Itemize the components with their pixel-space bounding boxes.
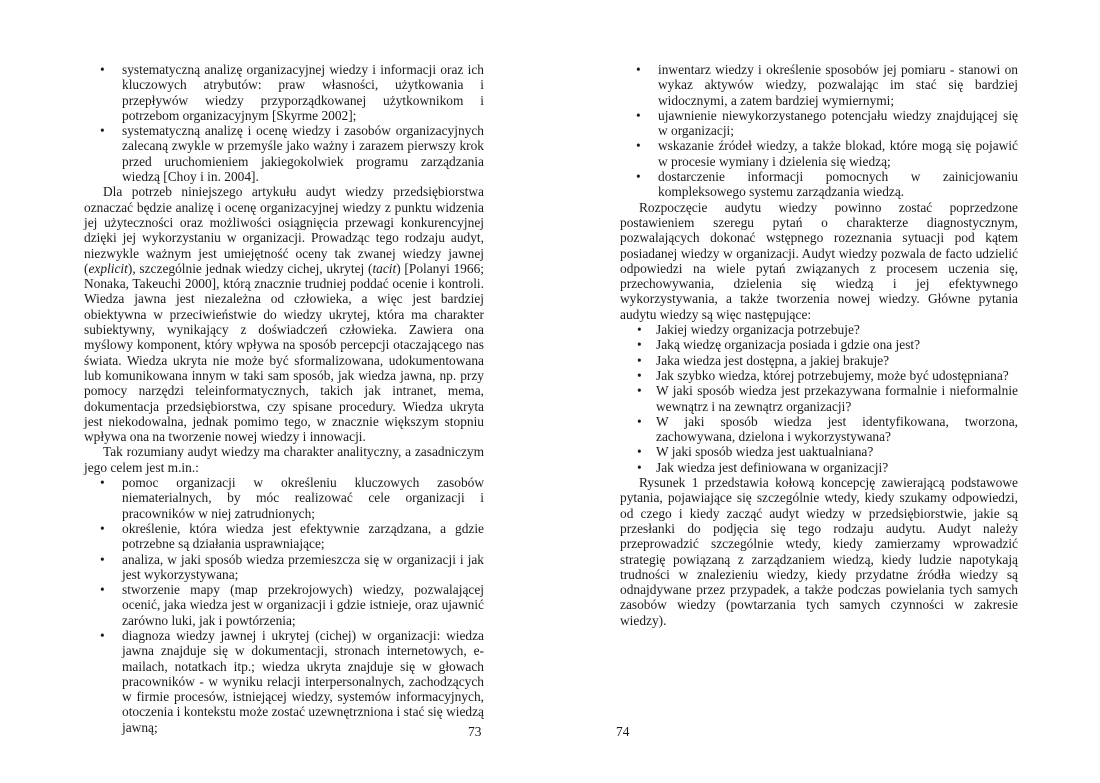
list-item: • dostarczenie informacji pomocnych w zainicjowaniu kompleksowego systemu zarządzania wiedzą.: [620, 169, 1018, 200]
list-item: • W jaki sposób wiedza jest przekazywana formalnie i nieformalnie wewnątrz i na zewnątrz organizacji?: [620, 383, 1018, 414]
list-item: • systematyczną analizę organizacyjnej wiedzy i informacji oraz ich kluczowych atrybutów: praw własności, użytkowania i przepływów wiedzy przyporządkowanej użytkownikom i potrzebom organizacyjnym [Skyrme 2002];: [84, 62, 484, 123]
list-item: • pomoc organizacji w określeniu kluczowych zasobów niematerialnych, by móc realizować cele organizacji i pracowników w niej zatrudnionych;: [84, 475, 484, 521]
list-item: • inwentarz wiedzy i określenie sposobów jej pomiaru - stanowi on wykaz aktywów wiedzy, pozwalając im stać się bardziej widocznymi, a zatem bardziej wymiernymi;: [620, 62, 1018, 108]
list-item: • stworzenie mapy (map przekrojowych) wiedzy, pozwalającej ocenić, jaka wiedza jest w organizacji i gdzie istnieje, oraz ujawnić zarówno luki, jak i powtórzenia;: [84, 582, 484, 628]
list-item: • Jakiej wiedzy organizacja potrzebuje?: [620, 322, 1018, 337]
list-item: • wskazanie źródeł wiedzy, a także blokad, które mogą się pojawić w procesie wymiany i dzielenia się wiedzą;: [620, 138, 1018, 169]
list-item: • W jaki sposób wiedza jest identyfikowana, tworzona, zachowywana, dzielona i wykorzystywana?: [620, 414, 1018, 445]
list-item: • Jaka wiedza jest dostępna, a jakiej brakuje?: [620, 353, 1018, 368]
right-page: [620, 62, 1018, 628]
page-number-right: 74: [616, 724, 630, 739]
bullet-list-goals: [84, 475, 484, 735]
paragraph-audit-goals: Tak rozumiany audyt wiedzy ma charakter analityczny, a zasadniczym jego celem jest m.in.:: [84, 444, 484, 475]
list-item: • Jak wiedza jest definiowana w organizacji?: [620, 460, 1018, 475]
paragraph-audit-questions-intro: Rozpoczęcie audytu wiedzy powinno zostać poprzedzone postawieniem szeregu pytań o charakterze diagnostycznym, pozwalających dokonać wstępnego rozeznania sytuacji pod kątem posiadanej wiedzy w organizacji. Audyt wiedzy pozwala de facto udzielić odpowiedzi na wiele pytań związanych z procesem uczenia się, przechowywania, dzielenia się wiedzą i jej efektywnego wykorzystywania, a także tworzenia nowej wiedzy. Główne pytania audytu wiedzy są więc następujące:: [620, 199, 1018, 322]
bullet-list-top-right: [620, 62, 1018, 200]
list-item: • określenie, która wiedza jest efektywnie zarządzana, a gdzie potrzebne są działania usprawniające;: [84, 521, 484, 552]
bullet-list-top-left: [84, 62, 484, 184]
page-number-left: 73: [468, 724, 482, 739]
list-item: • Jak szybko wiedza, której potrzebujemy, może być udostępniana?: [620, 368, 1018, 383]
bullet-list-questions: [620, 322, 1018, 475]
list-item: • ujawnienie niewykorzystanego potencjału wiedzy znajdującej się w organizacji;: [620, 108, 1018, 139]
list-item: • analiza, w jaki sposób wiedza przemieszcza się w organizacji i jak jest wykorzystywana;: [84, 552, 484, 583]
list-item: • systematyczną analizę i ocenę wiedzy i zasobów organizacyjnych zalecaną zwykle w przemyśle jako ważny i zarazem pierwszy krok przed uruchomieniem jakiegokolwiek programu zarządzania wiedzą [Choy i in. 2004].: [84, 123, 484, 184]
paragraph-figure-description: Rysunek 1 przedstawia kołową koncepcję zawierającą podstawowe pytania, pojawiające się szczególnie wtedy, kiedy szukamy odpowiedzi, od czego i kiedy zacząć audyt wiedzy w przedsiębiorstwie, jakie są przesłanki do podjęcia się tego rodzaju audytu. Audyt należy przeprowadzić szczególnie wtedy, kiedy zamierzamy wprowadzić strategię powiązaną z zarządzaniem wiedzą, kiedy ludzie napotykają trudności w znalezieniu wiedzy, kiedy przydatne źródła wiedzy są odnajdywane przez przypadek, a także podczas powielania tych samych zasobów wiedzy (powtarzania tych samych czynności w zakresie wiedzy).: [620, 475, 1018, 628]
list-item: • diagnoza wiedzy jawnej i ukrytej (cichej) w organizacji: wiedza jawna znajduje się w dokumentacji, stronach internetowych, e-mailach, notatkach itp.; wiedza ukryta znajduje się w głowach pracowników - w wyniku relacji interpersonalnych, zachodzących w firmie procesów, istniejącej wiedzy, systemów informacyjnych, otoczenia i kontekstu może zostać uzewnętrzniona i stać się wiedzą jawną;: [84, 628, 484, 735]
list-item: • W jaki sposób wiedza jest uaktualniana?: [620, 444, 1018, 459]
list-item: • Jaką wiedzę organizacja posiada i gdzie ona jest?: [620, 337, 1018, 352]
paragraph-audit-definition: Dla potrzeb niniejszego artykułu audyt wiedzy przedsiębiorstwa oznaczać będzie analizę i ocenę organizacyjnej wiedzy z punktu widzenia jej użyteczności oraz możliwości osiągnięcia przewagi konkurencyjnej dzięki jej wykorzystaniu w organizacji. Prowadząc tego rodzaju audyt, niezwykle ważnym jest umiejętność oceny tak zwanej wiedzy jawnej (explicit), szczególnie jednak wiedzy cichej, ukrytej (tacit) [Polanyi 1966; Nonaka, Takeuchi 2000], którą znacznie trudniej poddać ocenie i kontroli. Wiedza jawna jest niezależna od człowieka, a więc jest bardziej obiektywna w przeciwieństwie do wiedzy ukrytej, która ma charakter subiektywny, wynikający z doświadczeń człowieka. Zawiera ona myślowy komponent, który wpływa na sposób percepcji otaczającego nas świata. Wiedza ukryta nie może być sformalizowana, udokumentowana lub komunikowana innym w taki sam sposób, jak wiedza jawna, np. przy pomocy narzędzi teleinformatycznych, takich jak intranet, mema, dokumentacja przedsiębiorstwa, czy spisane procedury. Wiedza ukryta jest niekodowalna, jednak pomimo tego, w znacznie większym stopniu wpływa ona na tworzenie nowej wiedzy i innowacji.: [84, 184, 484, 445]
left-page: [84, 62, 484, 735]
